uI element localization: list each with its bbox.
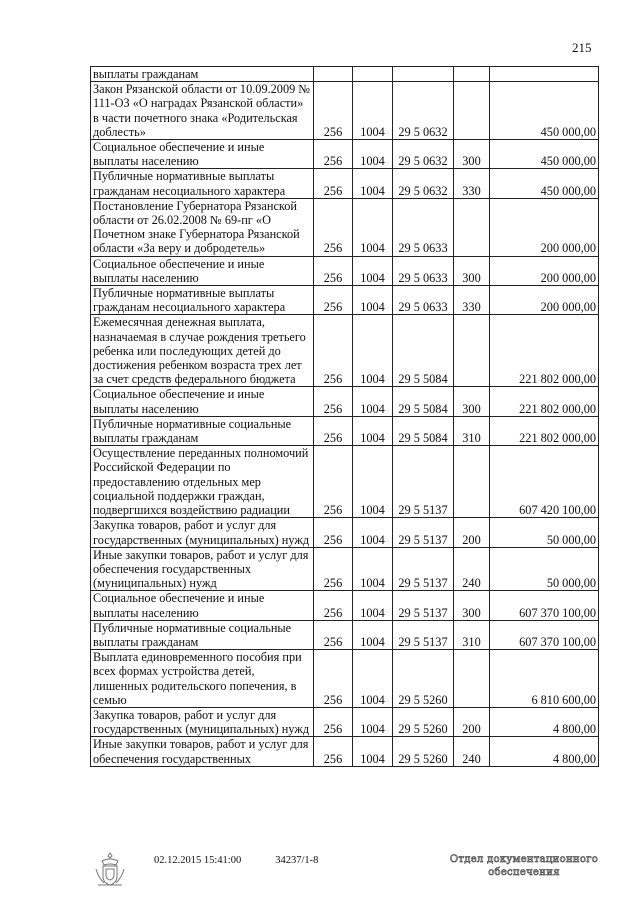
row-amount: 200 000,00 <box>490 198 599 256</box>
table-row <box>91 707 599 736</box>
row-section: 1004 <box>353 446 393 518</box>
row-section: 1004 <box>353 256 393 285</box>
row-code: 256 <box>314 140 353 169</box>
row-amount: 4 800,00 <box>490 707 599 736</box>
budget-table <box>90 66 599 767</box>
row-kind: 300 <box>454 387 490 416</box>
row-section: 1004 <box>353 707 393 736</box>
row-name: Ежемесячная денежная выплата, назначаемая в случае рождения третьего ребенка или последующих детей до достижения ребенком возраста трех лет за счет средств федерального бюджета <box>91 315 314 387</box>
row-name: Социальное обеспечение и иные выплаты населению <box>91 591 314 620</box>
row-target: 29 5 5137 <box>393 446 454 518</box>
row-amount: 607 370 100,00 <box>490 620 599 649</box>
row-code: 256 <box>314 286 353 315</box>
row-code: 256 <box>314 416 353 445</box>
row-amount: 221 802 000,00 <box>490 387 599 416</box>
row-section: 1004 <box>353 737 393 766</box>
table-row <box>91 256 599 285</box>
row-amount: 607 420 100,00 <box>490 446 599 518</box>
row-name: Иные закупки товаров, работ и услуг для обеспечения государственных (муниципальных) нужд <box>91 547 314 591</box>
row-name: Закупка товаров, работ и услуг для государственных (муниципальных) нужд <box>91 707 314 736</box>
row-name: Постановление Губернатора Рязанской области от 26.02.2008 № 69-пг «О Почетном знаке Губернатора Рязанской области «За веру и добродетель» <box>91 198 314 256</box>
page-number: 215 <box>572 40 592 55</box>
table-row <box>91 387 599 416</box>
row-section <box>353 67 393 82</box>
table-row <box>91 315 599 387</box>
row-name: Выплата единовременного пособия при всех формах устройства детей, лишенных родительского попечения, в семью <box>91 650 314 708</box>
table-row <box>91 169 599 198</box>
table-row <box>91 82 599 140</box>
stamp-line-1: Отдел документационного <box>449 854 599 865</box>
row-section: 1004 <box>353 650 393 708</box>
table-row <box>91 67 599 82</box>
row-section: 1004 <box>353 140 393 169</box>
row-target: 29 5 5137 <box>393 518 454 547</box>
row-target: 29 5 0633 <box>393 286 454 315</box>
row-section: 1004 <box>353 547 393 591</box>
table-body <box>91 67 599 767</box>
row-name: Иные закупки товаров, работ и услуг для обеспечения государственных <box>91 737 314 766</box>
row-code: 256 <box>314 518 353 547</box>
row-amount: 6 810 600,00 <box>490 650 599 708</box>
coat-of-arms-icon <box>90 849 130 889</box>
row-amount: 50 000,00 <box>490 547 599 591</box>
row-section: 1004 <box>353 620 393 649</box>
row-amount: 200 000,00 <box>490 256 599 285</box>
table-row <box>91 737 599 766</box>
footer <box>90 855 318 889</box>
row-code: 256 <box>314 446 353 518</box>
row-amount <box>490 67 599 82</box>
row-code: 256 <box>314 737 353 766</box>
row-code: 256 <box>314 547 353 591</box>
row-kind <box>454 198 490 256</box>
footer-doc-number: 34237/1-8 <box>275 855 319 866</box>
row-kind: 330 <box>454 286 490 315</box>
row-name: Социальное обеспечение и иные выплаты населению <box>91 256 314 285</box>
table-row <box>91 518 599 547</box>
row-kind: 310 <box>454 416 490 445</box>
row-name: Публичные нормативные выплаты гражданам несоциального характера <box>91 169 314 198</box>
row-code: 256 <box>314 620 353 649</box>
row-code: 256 <box>314 650 353 708</box>
row-target: 29 5 0632 <box>393 169 454 198</box>
row-kind <box>454 315 490 387</box>
row-kind: 300 <box>454 591 490 620</box>
row-amount: 200 000,00 <box>490 286 599 315</box>
row-kind: 300 <box>454 256 490 285</box>
row-target: 29 5 5137 <box>393 620 454 649</box>
row-amount: 450 000,00 <box>490 140 599 169</box>
row-code: 256 <box>314 198 353 256</box>
row-target: 29 5 5260 <box>393 707 454 736</box>
row-section: 1004 <box>353 591 393 620</box>
row-section: 1004 <box>353 315 393 387</box>
row-target: 29 5 5084 <box>393 315 454 387</box>
row-kind <box>454 650 490 708</box>
row-code: 256 <box>314 82 353 140</box>
row-target: 29 5 0633 <box>393 198 454 256</box>
table-row <box>91 650 599 708</box>
row-name: Публичные нормативные социальные выплаты гражданам <box>91 416 314 445</box>
row-kind <box>454 446 490 518</box>
row-section: 1004 <box>353 286 393 315</box>
row-name: выплаты гражданам <box>91 67 314 82</box>
row-name: Социальное обеспечение и иные выплаты населению <box>91 140 314 169</box>
table-row <box>91 140 599 169</box>
row-target: 29 5 5260 <box>393 737 454 766</box>
row-kind: 240 <box>454 547 490 591</box>
row-amount: 221 802 000,00 <box>490 416 599 445</box>
table-row <box>91 286 599 315</box>
row-name: Закупка товаров, работ и услуг для государственных (муниципальных) нужд <box>91 518 314 547</box>
row-kind: 300 <box>454 140 490 169</box>
row-kind: 200 <box>454 707 490 736</box>
row-code: 256 <box>314 707 353 736</box>
row-target: 29 5 0632 <box>393 140 454 169</box>
row-kind: 200 <box>454 518 490 547</box>
stamp-line-2: обеспечения <box>488 867 560 878</box>
row-amount: 450 000,00 <box>490 82 599 140</box>
row-section: 1004 <box>353 416 393 445</box>
row-target: 29 5 5137 <box>393 547 454 591</box>
row-target <box>393 67 454 82</box>
row-code: 256 <box>314 169 353 198</box>
row-amount: 221 802 000,00 <box>490 315 599 387</box>
department-stamp <box>444 853 604 879</box>
row-section: 1004 <box>353 387 393 416</box>
row-name: Публичные нормативные выплаты гражданам несоциального характера <box>91 286 314 315</box>
row-code: 256 <box>314 315 353 387</box>
row-section: 1004 <box>353 518 393 547</box>
row-kind <box>454 82 490 140</box>
table-row <box>91 446 599 518</box>
row-code <box>314 67 353 82</box>
row-section: 1004 <box>353 169 393 198</box>
row-code: 256 <box>314 387 353 416</box>
table-row <box>91 547 599 591</box>
row-code: 256 <box>314 256 353 285</box>
table-row <box>91 416 599 445</box>
row-kind <box>454 67 490 82</box>
row-target: 29 5 5137 <box>393 591 454 620</box>
row-target: 29 5 5084 <box>393 416 454 445</box>
row-section: 1004 <box>353 82 393 140</box>
row-amount: 50 000,00 <box>490 518 599 547</box>
row-amount: 450 000,00 <box>490 169 599 198</box>
row-name: Публичные нормативные социальные выплаты гражданам <box>91 620 314 649</box>
row-kind: 330 <box>454 169 490 198</box>
table-row <box>91 591 599 620</box>
row-name: Осуществление переданных полномочий Российской Федерации по предоставлению отдельных мер социальной поддержки граждан, подвергшихся воздействию радиации <box>91 446 314 518</box>
row-amount: 4 800,00 <box>490 737 599 766</box>
table-row <box>91 198 599 256</box>
row-section: 1004 <box>353 198 393 256</box>
row-target: 29 5 0633 <box>393 256 454 285</box>
row-name: Социальное обеспечение и иные выплаты населению <box>91 387 314 416</box>
row-code: 256 <box>314 591 353 620</box>
row-target: 29 5 0632 <box>393 82 454 140</box>
row-kind: 310 <box>454 620 490 649</box>
row-name: Закон Рязанской области от 10.09.2009 № 111-ОЗ «О наградах Рязанской области» в части почетного знака «Родительская доблесть» <box>91 82 314 140</box>
footer-datetime: 02.12.2015 15:41:00 <box>154 855 242 866</box>
row-amount: 607 370 100,00 <box>490 591 599 620</box>
row-target: 29 5 5260 <box>393 650 454 708</box>
table-row <box>91 620 599 649</box>
row-kind: 240 <box>454 737 490 766</box>
row-target: 29 5 5084 <box>393 387 454 416</box>
